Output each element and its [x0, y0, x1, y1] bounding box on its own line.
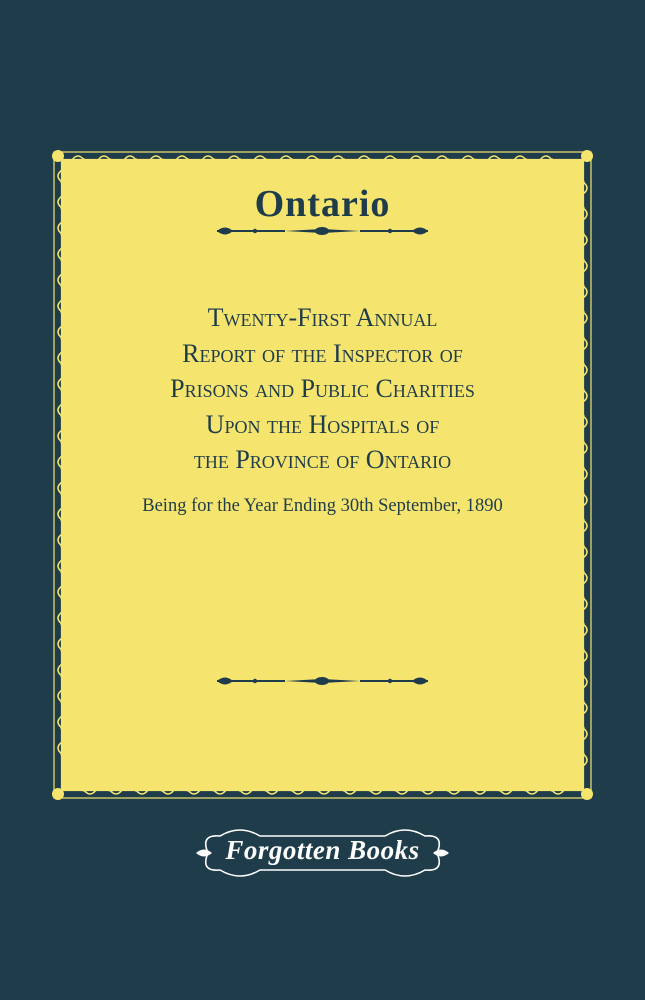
title-line: the Province of Ontario: [193, 445, 452, 474]
title-line: Upon the Hospitals of: [205, 409, 440, 439]
author-name: Ontario: [254, 183, 391, 225]
title-line: Twenty-First Annual: [207, 303, 438, 332]
publisher-logo: [190, 822, 455, 884]
book-title: [90, 300, 555, 478]
top-ornamental-rule: [215, 222, 430, 240]
title-line: Report of the Inspector of: [182, 338, 463, 368]
book-subtitle: Being for the Year Ending 30th September, 1890: [142, 496, 503, 516]
bottom-ornamental-rule: [215, 672, 430, 690]
title-line: Prisons and Public Charities: [170, 374, 475, 403]
publisher-logo-text: Forgotten Books: [225, 835, 420, 865]
